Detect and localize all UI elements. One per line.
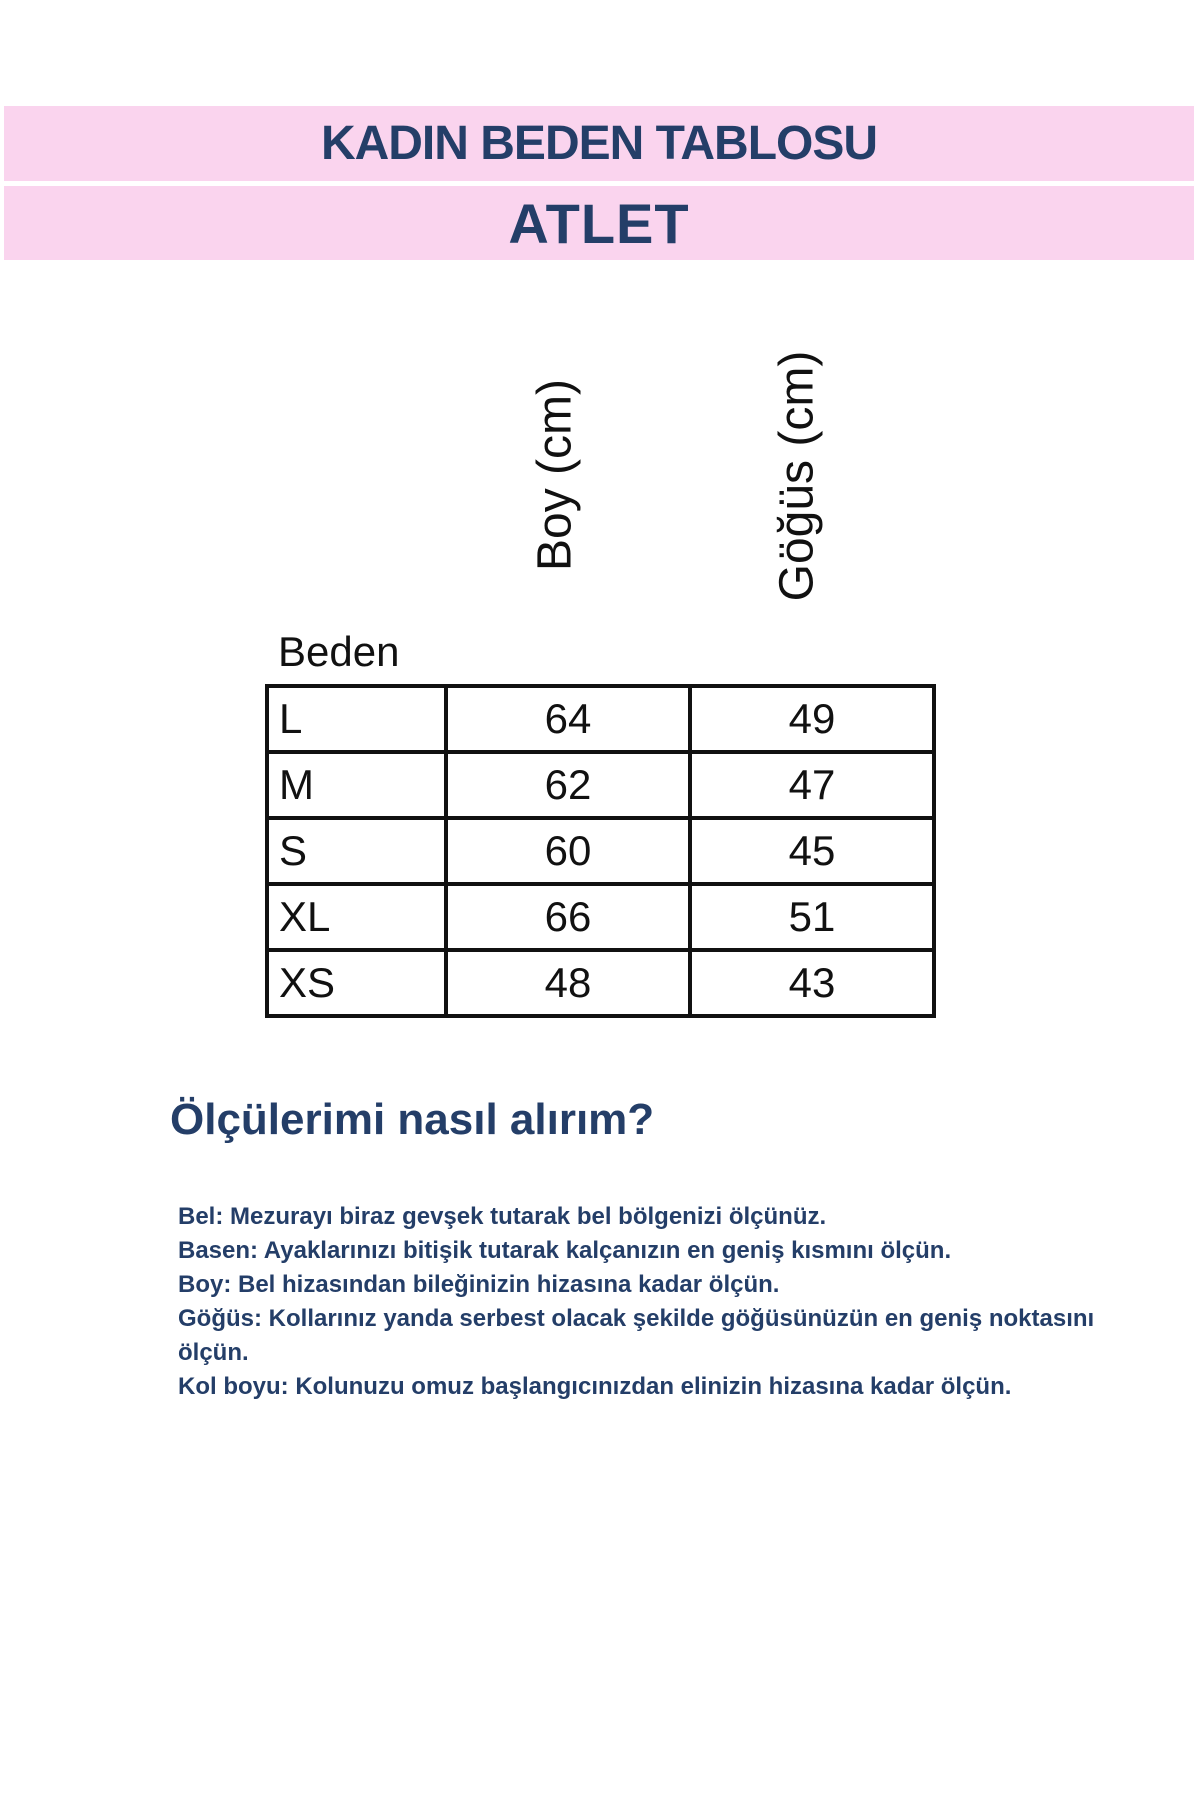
gogus-cell: 49 [690, 686, 934, 752]
title-banner [4, 106, 1194, 181]
gogus-cell: 45 [690, 818, 934, 884]
boy-cell: 66 [446, 884, 690, 950]
instruction-line: Boy: Bel hizasından bileğinizin hizasına kadar ölçün. [178, 1271, 780, 1298]
table-row [267, 950, 934, 1016]
size-cell: L [267, 686, 446, 752]
instruction-line: Göğüs: Kollarınız yanda serbest olacak şekilde göğüsünüzün en geniş noktasını ölçün. [178, 1305, 1095, 1366]
instruction-line: Bel: Mezurayı biraz gevşek tutarak bel bölgenizi ölçünüz. [178, 1203, 827, 1230]
boy-cell: 64 [446, 686, 690, 752]
table-row [267, 752, 934, 818]
instruction-line: Basen: Ayaklarınızı bitişik tutarak kalçanızın en geniş kısmını ölçün. [178, 1237, 952, 1264]
gogus-cell: 43 [690, 950, 934, 1016]
page-title: KADIN BEDEN TABLOSU [320, 117, 878, 170]
column-header-boy: Boy (cm) [528, 379, 582, 571]
gogus-cell: 51 [690, 884, 934, 950]
boy-cell: 48 [446, 950, 690, 1016]
instruction-line: Kol boyu: Kolunuzu omuz başlangıcınızdan elinizin hizasına kadar ölçün. [178, 1373, 1012, 1400]
product-type-title: ATLET [508, 191, 690, 255]
subtitle-banner [4, 186, 1194, 260]
gogus-cell: 47 [690, 752, 934, 818]
measurement-instructions [178, 1200, 1098, 1404]
size-cell: M [267, 752, 446, 818]
row-header-beden: Beden [278, 628, 400, 675]
column-header-gogus: Göğüs (cm) [770, 350, 824, 602]
table-row [267, 818, 934, 884]
size-cell: XL [267, 884, 446, 950]
table-row [267, 686, 934, 752]
size-cell: XS [267, 950, 446, 1016]
howto-heading: Ölçülerimi nasıl alırım? [170, 1095, 655, 1144]
size-table [265, 684, 936, 1018]
boy-cell: 60 [446, 818, 690, 884]
table-row [267, 884, 934, 950]
size-cell: S [267, 818, 446, 884]
boy-cell: 62 [446, 752, 690, 818]
